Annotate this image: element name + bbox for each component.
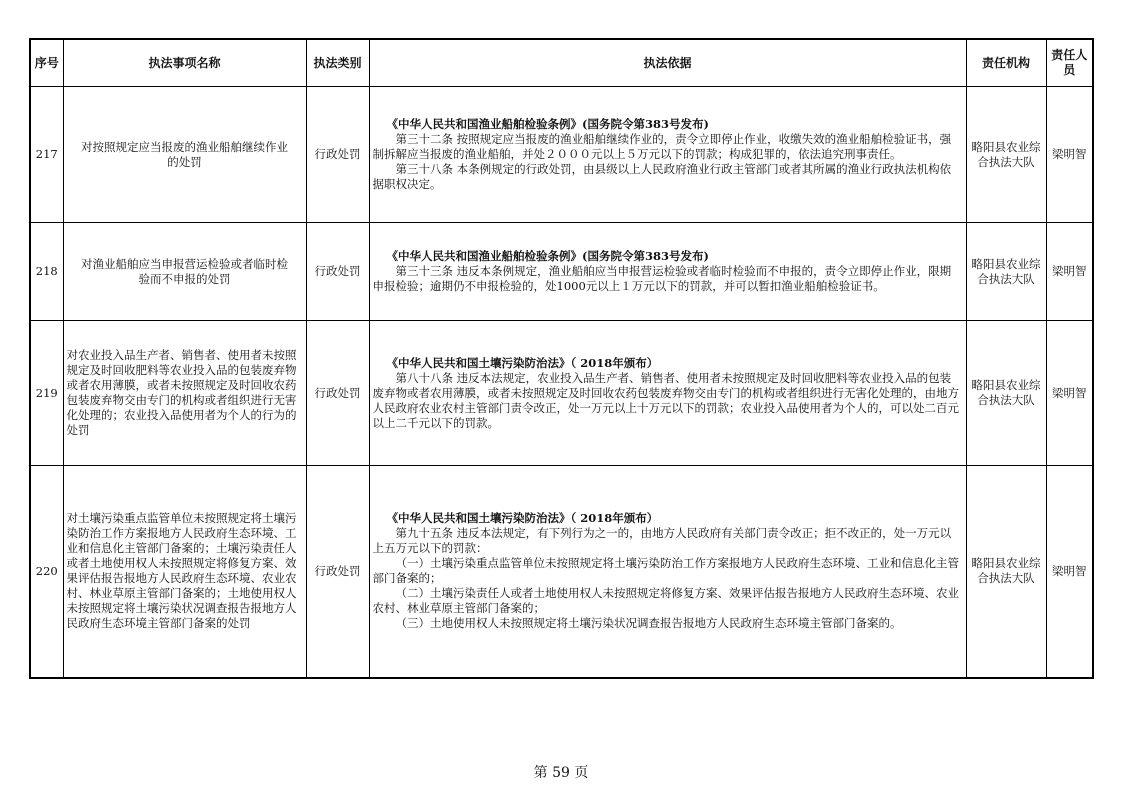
header-item-name: 执法事项名称 [63,39,306,87]
row-person: 梁明智 [1046,223,1093,321]
row-category: 行政处罚 [306,321,369,466]
table-row [30,87,1093,223]
row-agency: 略阳县农业综合执法大队 [966,87,1046,223]
header-legal-basis: 执法依据 [369,39,966,87]
row-legal-basis [369,321,966,466]
row-item-name: 对土壤污染重点监管单位未按照规定将土壤污染防治工作方案报地方人民政府生态环境、工业和信息化主管部门备案的；土壤污染责任人或者土地使用权人未按照规定将修复方案、效果评估报告报地方人民政府生态环境、农业农村、林业草原主管部门备案的；土地使用权人未按照规定将土壤污染状况调查报告报地方人民政府生态环境主管部门备案的处罚 [63,466,306,678]
row-legal-basis [369,87,966,223]
law-paragraph: （一）土壤污染重点监管单位未按照规定将土壤污染防治工作方案报地方人民政府生态环境、工业和信息化主管部门备案的； [372,556,959,586]
page-number: 第 59 页 [533,765,589,781]
header-category: 执法类别 [306,39,369,87]
row-index: 217 [30,87,63,223]
row-item-text: 对按照规定应当报废的渔业船舶继续作业的处罚 [81,139,288,169]
row-category: 行政处罚 [306,223,369,321]
row-agency: 略阳县农业综合执法大队 [966,223,1046,321]
header-index: 序号 [30,39,63,87]
law-paragraph: （三）土地使用权人未按照规定将土壤污染状况调查报告报地方人民政府生态环境主管部门备案的。 [395,616,902,631]
law-paragraph: （二）土壤污染责任人或者土地使用权人未按照规定将修复方案、效果评估报告报地方人民政府生态环境、农业农村、林业草原主管部门备案的； [372,586,959,616]
row-index: 218 [30,223,63,321]
table-row [30,466,1093,678]
row-category: 行政处罚 [306,87,369,223]
table-header-row [30,39,1093,87]
row-person: 梁明智 [1046,466,1093,678]
row-person: 梁明智 [1046,87,1093,223]
header-agency: 责任机构 [966,39,1046,87]
law-paragraph: 第八十八条 违反本法规定，农业投入品生产者、销售者、使用者未按照规定及时回收肥料等农业投入品的包装废弃物或者农用薄膜，或者未按照规定及时回收农药包装废弃物交由专门的机构或者组织进行无害化处理的，由地方人民政府农业农村主管部门责令改正，处一万元以上十万元以下的罚款；农业投入品使用者为个人的，可以处二百元以上二千元以下的罚款。 [372,370,959,430]
row-index: 219 [30,321,63,466]
law-title: 《中华人民共和国土壤污染防治法》（ 2018年颁布） [386,511,659,526]
row-legal-basis [369,223,966,321]
law-paragraph: 第三十三条 违反本条例规定，渔业船舶应当申报营运检验或者临时检验而不申报的，责令立即停止作业，限期申报检验；逾期仍不申报检验的，处1000元以上１万元以下的罚款，并可以暂扣渔业船舶检验证书。 [372,264,952,293]
law-title: 《中华人民共和国土壤污染防治法》（ 2018年颁布） [386,355,659,370]
row-agency: 略阳县农业综合执法大队 [966,321,1046,466]
row-item-name [63,223,306,321]
table-row [30,321,1093,466]
law-paragraph: 第三十八条 本条例规定的行政处罚，由县级以上人民政府渔业行政主管部门或者其所属的渔业行政执法机构依据职权决定。 [372,162,952,191]
law-paragraph: 第九十五条 违反本法规定，有下列行为之一的，由地方人民政府有关部门责令改正；拒不改正的，处一万元以上五万元以下的罚款： [372,526,952,556]
row-item-text: 对渔业船舶应当申报营运检验或者临时检验而不申报的处罚 [81,256,288,286]
header-person: 责任人员 [1046,39,1093,87]
row-item-name [63,87,306,223]
row-item-name: 对农业投入品生产者、销售者、使用者未按照规定及时回收肥料等农业投入品的包装废弃物或者农用薄膜，或者未按照规定及时回收农药包装废弃物交由专门的机构或者组织进行无害化处理的；农业投入品使用者为个人的行为的处罚 [63,321,306,466]
law-paragraph: 第三十二条 按照规定应当报废的渔业船舶继续作业的，责令立即停止作业，收缴失效的渔业船舶检验证书，强制拆解应当报废的渔业船舶，并处２０００元以上５万元以下的罚款；构成犯罪的，依法追究刑事责任。 [372,132,952,161]
law-title: 《中华人民共和国渔业船舶检验条例》(国务院令第383号发布) [386,249,709,263]
row-person: 梁明智 [1046,321,1093,466]
row-category: 行政处罚 [306,466,369,678]
table-row [30,223,1093,321]
row-legal-basis [369,466,966,678]
law-title: 《中华人民共和国渔业船舶检验条例》(国务院令第383号发布) [386,117,709,131]
enforcement-table [29,38,1094,679]
row-index: 220 [30,466,63,678]
row-agency: 略阳县农业综合执法大队 [966,466,1046,678]
